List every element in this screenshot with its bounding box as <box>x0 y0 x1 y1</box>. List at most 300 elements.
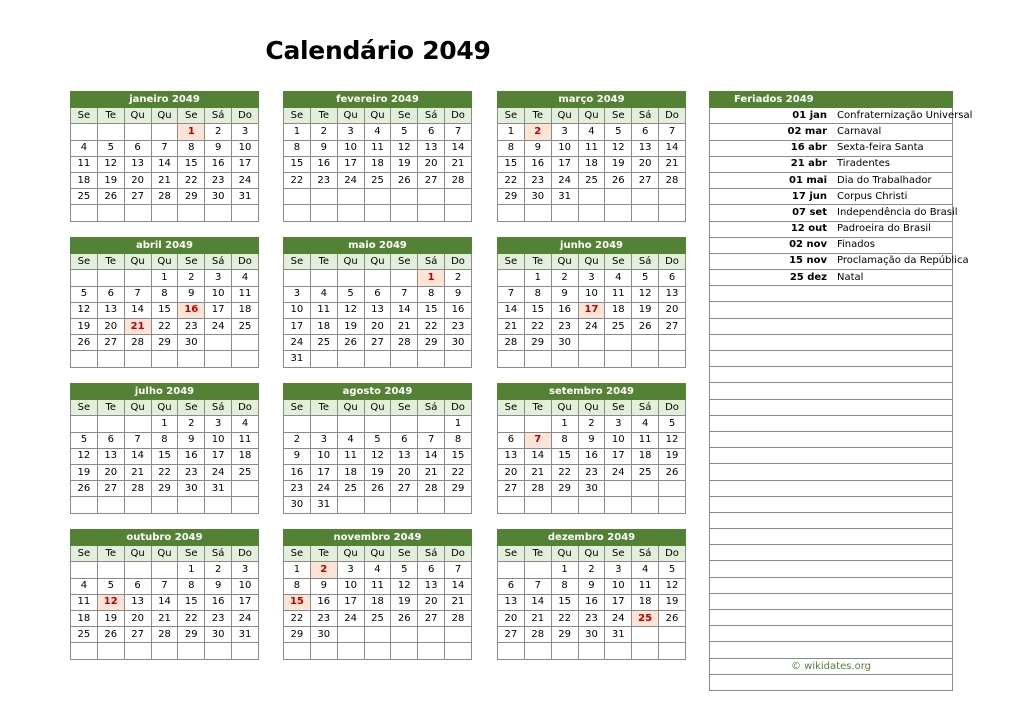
day-cell: 24 <box>337 610 364 626</box>
day-cell: 21 <box>659 156 686 172</box>
empty-day-cell <box>284 205 311 221</box>
weekday-header: Qu <box>364 108 391 124</box>
weekday-header: Qu <box>551 108 578 124</box>
holiday-name: Finados <box>831 237 953 253</box>
holiday-row <box>710 140 953 156</box>
day-cell: 17 <box>605 594 632 610</box>
month-calendar <box>283 237 472 368</box>
day-cell: 29 <box>178 627 205 643</box>
month-calendar <box>70 237 259 368</box>
day-cell: 9 <box>310 578 337 594</box>
empty-day-cell <box>391 205 418 221</box>
empty-day-cell <box>364 627 391 643</box>
day-cell: 25 <box>71 189 98 205</box>
day-cell: 15 <box>284 156 311 172</box>
day-cell: 30 <box>178 335 205 351</box>
empty-day-cell <box>71 205 98 221</box>
weekday-header: Do <box>659 400 686 416</box>
day-cell: 4 <box>632 562 659 578</box>
day-cell: 19 <box>632 302 659 318</box>
day-cell: 28 <box>445 172 472 188</box>
holiday-name <box>831 626 953 642</box>
day-cell: 27 <box>418 172 445 188</box>
holiday-date <box>710 561 832 577</box>
day-cell: 28 <box>124 481 151 497</box>
weekday-header: Se <box>284 254 311 270</box>
holiday-day-cell: 2 <box>524 124 551 140</box>
holiday-row <box>710 221 953 237</box>
day-cell: 14 <box>659 140 686 156</box>
day-cell: 30 <box>578 627 605 643</box>
day-cell: 26 <box>391 610 418 626</box>
empty-day-cell <box>605 481 632 497</box>
day-cell: 26 <box>71 335 98 351</box>
empty-day-cell <box>71 562 98 578</box>
weekday-header: Se <box>498 400 525 416</box>
holiday-name: Independência do Brasil <box>831 205 953 221</box>
day-cell: 30 <box>205 189 232 205</box>
weekday-header: Se <box>605 546 632 562</box>
holiday-name <box>831 383 953 399</box>
holiday-name <box>831 351 953 367</box>
weekday-header: Qu <box>364 546 391 562</box>
day-cell: 1 <box>498 124 525 140</box>
weekday-header: Sá <box>418 400 445 416</box>
credit-link[interactable]: © wikidates.org <box>790 661 872 672</box>
empty-day-cell <box>551 205 578 221</box>
day-cell: 18 <box>605 302 632 318</box>
day-cell: 1 <box>284 124 311 140</box>
day-cell: 28 <box>151 627 178 643</box>
day-cell: 20 <box>124 172 151 188</box>
holiday-name: Natal <box>831 270 953 286</box>
holiday-name <box>831 464 953 480</box>
day-cell: 14 <box>391 302 418 318</box>
holiday-name <box>831 545 953 561</box>
day-cell: 3 <box>578 270 605 286</box>
empty-day-cell <box>605 497 632 513</box>
day-cell: 18 <box>71 172 98 188</box>
day-cell: 3 <box>551 124 578 140</box>
weekday-header: Se <box>284 400 311 416</box>
empty-day-cell <box>418 205 445 221</box>
empty-day-cell <box>151 351 178 367</box>
day-cell: 10 <box>605 578 632 594</box>
day-cell: 8 <box>445 432 472 448</box>
empty-day-cell <box>97 351 124 367</box>
day-cell: 13 <box>364 302 391 318</box>
empty-day-cell <box>97 205 124 221</box>
empty-day-cell <box>659 643 686 659</box>
day-cell: 22 <box>418 318 445 334</box>
empty-day-cell <box>310 643 337 659</box>
day-cell: 27 <box>124 627 151 643</box>
empty-day-cell <box>445 627 472 643</box>
month-title: outubro 2049 <box>71 530 259 546</box>
day-cell: 15 <box>178 156 205 172</box>
day-cell: 30 <box>310 627 337 643</box>
holiday-date <box>710 302 832 318</box>
day-cell: 20 <box>364 318 391 334</box>
empty-day-cell <box>151 562 178 578</box>
month-title: março 2049 <box>498 92 686 108</box>
empty-day-cell <box>205 351 232 367</box>
empty-day-cell <box>498 562 525 578</box>
day-cell: 24 <box>232 610 259 626</box>
day-cell: 16 <box>205 594 232 610</box>
day-cell: 15 <box>151 302 178 318</box>
holiday-date <box>710 674 832 690</box>
holiday-name <box>831 431 953 447</box>
day-cell: 12 <box>364 448 391 464</box>
month-title: novembro 2049 <box>284 530 472 546</box>
day-cell: 19 <box>71 318 98 334</box>
day-cell: 24 <box>205 464 232 480</box>
empty-day-cell <box>524 497 551 513</box>
day-cell: 22 <box>551 464 578 480</box>
empty-day-cell <box>124 270 151 286</box>
empty-day-cell <box>71 270 98 286</box>
day-cell: 21 <box>524 464 551 480</box>
day-cell: 23 <box>178 318 205 334</box>
day-cell: 10 <box>284 302 311 318</box>
holiday-date <box>710 318 832 334</box>
empty-day-cell <box>391 497 418 513</box>
day-cell: 6 <box>632 124 659 140</box>
month-calendar <box>497 237 686 368</box>
day-cell: 5 <box>97 140 124 156</box>
day-cell: 21 <box>151 172 178 188</box>
day-cell: 9 <box>445 286 472 302</box>
day-cell: 23 <box>205 610 232 626</box>
empty-day-cell <box>578 351 605 367</box>
holiday-row <box>710 431 953 447</box>
empty-day-cell <box>71 643 98 659</box>
day-cell: 30 <box>178 481 205 497</box>
day-cell: 25 <box>605 318 632 334</box>
empty-day-cell <box>337 351 364 367</box>
empty-day-cell <box>418 189 445 205</box>
day-cell: 29 <box>178 189 205 205</box>
day-cell: 14 <box>151 156 178 172</box>
holiday-day-cell: 25 <box>632 610 659 626</box>
day-cell: 25 <box>632 464 659 480</box>
day-cell: 26 <box>97 627 124 643</box>
weekday-header: Qu <box>364 400 391 416</box>
day-cell: 8 <box>524 286 551 302</box>
holiday-date <box>710 415 832 431</box>
day-cell: 23 <box>445 318 472 334</box>
day-cell: 23 <box>524 172 551 188</box>
holiday-date: 12 out <box>710 221 832 237</box>
day-cell: 5 <box>337 286 364 302</box>
empty-day-cell <box>205 497 232 513</box>
weekday-header: Te <box>524 546 551 562</box>
day-cell: 1 <box>151 416 178 432</box>
day-cell: 31 <box>232 627 259 643</box>
weekday-header: Qu <box>364 254 391 270</box>
holiday-date <box>710 431 832 447</box>
day-cell: 6 <box>391 432 418 448</box>
day-cell: 13 <box>418 578 445 594</box>
weekday-header: Te <box>524 400 551 416</box>
day-cell: 30 <box>205 627 232 643</box>
day-cell: 17 <box>337 156 364 172</box>
month-calendar <box>283 529 472 660</box>
day-cell: 5 <box>605 124 632 140</box>
day-cell: 21 <box>151 610 178 626</box>
day-cell: 13 <box>97 302 124 318</box>
holiday-day-cell: 2 <box>310 562 337 578</box>
holiday-row <box>710 593 953 609</box>
day-cell: 15 <box>151 448 178 464</box>
day-cell: 5 <box>391 562 418 578</box>
holiday-name <box>831 415 953 431</box>
day-cell: 31 <box>605 627 632 643</box>
day-cell: 19 <box>391 156 418 172</box>
holiday-date: 16 abr <box>710 140 832 156</box>
empty-day-cell <box>659 481 686 497</box>
day-cell: 22 <box>284 610 311 626</box>
day-cell: 19 <box>659 448 686 464</box>
empty-day-cell <box>524 562 551 578</box>
day-cell: 3 <box>337 124 364 140</box>
holiday-date <box>710 351 832 367</box>
day-cell: 29 <box>551 481 578 497</box>
weekday-header: Qu <box>551 254 578 270</box>
weekday-header: Sá <box>205 400 232 416</box>
day-cell: 12 <box>632 286 659 302</box>
holiday-date <box>710 448 832 464</box>
day-cell: 30 <box>445 335 472 351</box>
empty-day-cell <box>605 205 632 221</box>
day-cell: 20 <box>632 156 659 172</box>
day-cell: 7 <box>524 578 551 594</box>
empty-day-cell <box>310 270 337 286</box>
empty-day-cell <box>284 189 311 205</box>
holiday-name <box>831 480 953 496</box>
empty-day-cell <box>205 205 232 221</box>
day-cell: 9 <box>205 578 232 594</box>
holiday-name: Tiradentes <box>831 156 953 172</box>
weekday-header: Do <box>445 546 472 562</box>
day-cell: 16 <box>178 448 205 464</box>
day-cell: 9 <box>578 578 605 594</box>
holiday-name: Carnaval <box>831 124 953 140</box>
day-cell: 28 <box>124 335 151 351</box>
day-cell: 22 <box>551 610 578 626</box>
day-cell: 12 <box>391 140 418 156</box>
weekday-header: Qu <box>124 546 151 562</box>
empty-day-cell <box>337 497 364 513</box>
day-cell: 21 <box>445 594 472 610</box>
day-cell: 26 <box>659 610 686 626</box>
day-cell: 16 <box>284 464 311 480</box>
holiday-row <box>710 561 953 577</box>
day-cell: 20 <box>97 318 124 334</box>
day-cell: 29 <box>151 481 178 497</box>
day-cell: 20 <box>418 594 445 610</box>
empty-day-cell <box>151 124 178 140</box>
day-cell: 2 <box>310 124 337 140</box>
day-cell: 5 <box>364 432 391 448</box>
day-cell: 25 <box>71 627 98 643</box>
day-cell: 10 <box>232 578 259 594</box>
day-cell: 11 <box>605 286 632 302</box>
day-cell: 7 <box>445 562 472 578</box>
empty-day-cell <box>124 562 151 578</box>
day-cell: 20 <box>418 156 445 172</box>
day-cell: 23 <box>578 610 605 626</box>
day-cell: 26 <box>71 481 98 497</box>
empty-day-cell <box>232 643 259 659</box>
empty-day-cell <box>578 205 605 221</box>
day-cell: 27 <box>632 172 659 188</box>
day-cell: 1 <box>151 270 178 286</box>
day-cell: 10 <box>205 432 232 448</box>
empty-day-cell <box>97 562 124 578</box>
day-cell: 16 <box>578 594 605 610</box>
holiday-row <box>710 318 953 334</box>
day-cell: 28 <box>445 610 472 626</box>
weekday-header: Sá <box>205 108 232 124</box>
empty-day-cell <box>232 205 259 221</box>
day-cell: 16 <box>310 156 337 172</box>
weekday-header: Se <box>178 254 205 270</box>
day-cell: 18 <box>71 610 98 626</box>
empty-day-cell <box>445 497 472 513</box>
day-cell: 12 <box>659 432 686 448</box>
day-cell: 9 <box>178 286 205 302</box>
empty-day-cell <box>178 643 205 659</box>
empty-day-cell <box>524 643 551 659</box>
day-cell: 29 <box>524 335 551 351</box>
day-cell: 4 <box>232 416 259 432</box>
day-cell: 5 <box>659 562 686 578</box>
day-cell: 19 <box>337 318 364 334</box>
weekday-header: Sá <box>205 546 232 562</box>
holiday-row <box>710 237 953 253</box>
holiday-name <box>831 318 953 334</box>
weekday-header: Se <box>284 108 311 124</box>
day-cell: 6 <box>418 124 445 140</box>
day-cell: 31 <box>284 351 311 367</box>
day-cell: 24 <box>605 464 632 480</box>
empty-day-cell <box>337 416 364 432</box>
empty-day-cell <box>418 627 445 643</box>
empty-day-cell <box>498 416 525 432</box>
day-cell: 13 <box>124 156 151 172</box>
holiday-date: 01 mai <box>710 172 832 188</box>
day-cell: 2 <box>178 270 205 286</box>
weekday-header: Se <box>391 108 418 124</box>
day-cell: 14 <box>524 448 551 464</box>
empty-day-cell <box>310 416 337 432</box>
day-cell: 27 <box>418 610 445 626</box>
weekday-header: Qu <box>151 254 178 270</box>
weekday-header: Qu <box>578 254 605 270</box>
day-cell: 10 <box>551 140 578 156</box>
empty-day-cell <box>605 335 632 351</box>
day-cell: 14 <box>498 302 525 318</box>
weekday-header: Qu <box>337 108 364 124</box>
empty-day-cell <box>337 643 364 659</box>
day-cell: 7 <box>498 286 525 302</box>
day-cell: 21 <box>418 464 445 480</box>
holiday-row <box>710 286 953 302</box>
holiday-date: 07 set <box>710 205 832 221</box>
empty-day-cell <box>524 205 551 221</box>
day-cell: 6 <box>124 140 151 156</box>
day-cell: 13 <box>97 448 124 464</box>
day-cell: 16 <box>310 594 337 610</box>
day-cell: 7 <box>151 140 178 156</box>
empty-day-cell <box>445 205 472 221</box>
empty-day-cell <box>97 497 124 513</box>
weekday-header: Se <box>178 546 205 562</box>
empty-day-cell <box>551 497 578 513</box>
day-cell: 9 <box>578 432 605 448</box>
day-cell: 4 <box>310 286 337 302</box>
holiday-day-cell: 7 <box>524 432 551 448</box>
empty-day-cell <box>364 205 391 221</box>
month-title: fevereiro 2049 <box>284 92 472 108</box>
holiday-date <box>710 610 832 626</box>
day-cell: 20 <box>498 610 525 626</box>
day-cell: 17 <box>232 594 259 610</box>
day-cell: 1 <box>551 416 578 432</box>
empty-day-cell <box>498 643 525 659</box>
day-cell: 4 <box>605 270 632 286</box>
empty-day-cell <box>524 416 551 432</box>
empty-day-cell <box>659 351 686 367</box>
holiday-name: Corpus Christi <box>831 189 953 205</box>
weekday-header: Do <box>232 400 259 416</box>
day-cell: 8 <box>151 432 178 448</box>
day-cell: 3 <box>605 562 632 578</box>
holiday-date <box>710 367 832 383</box>
holiday-name <box>831 302 953 318</box>
empty-day-cell <box>364 351 391 367</box>
day-cell: 21 <box>124 464 151 480</box>
holiday-name <box>831 529 953 545</box>
day-cell: 22 <box>151 318 178 334</box>
day-cell: 13 <box>498 448 525 464</box>
empty-day-cell <box>337 205 364 221</box>
holiday-date <box>710 545 832 561</box>
day-cell: 19 <box>605 156 632 172</box>
empty-day-cell <box>337 189 364 205</box>
day-cell: 14 <box>524 594 551 610</box>
day-cell: 3 <box>337 562 364 578</box>
day-cell: 20 <box>498 464 525 480</box>
holiday-row <box>710 253 953 269</box>
day-cell: 7 <box>659 124 686 140</box>
day-cell: 2 <box>205 124 232 140</box>
holiday-row <box>710 415 953 431</box>
day-cell: 31 <box>310 497 337 513</box>
empty-day-cell <box>71 497 98 513</box>
holiday-date <box>710 642 832 658</box>
day-cell: 28 <box>418 481 445 497</box>
day-cell: 18 <box>578 156 605 172</box>
weekday-header: Se <box>284 546 311 562</box>
day-cell: 14 <box>445 140 472 156</box>
empty-day-cell <box>632 205 659 221</box>
day-cell: 1 <box>445 416 472 432</box>
day-cell: 14 <box>151 594 178 610</box>
day-cell: 5 <box>71 432 98 448</box>
